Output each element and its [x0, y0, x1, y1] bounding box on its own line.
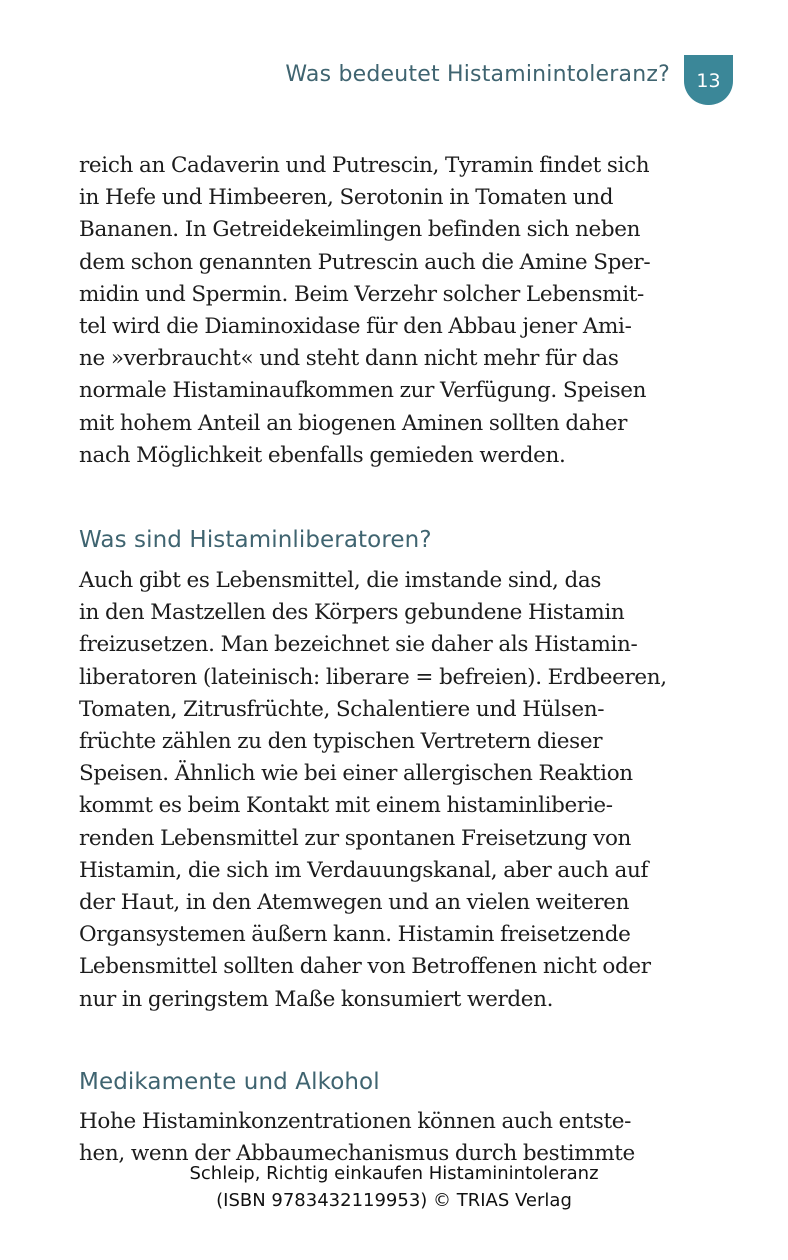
- text-line: nach Möglichkeit ebenfalls gemieden werden.: [79, 442, 566, 468]
- text-line: nur in geringstem Maße konsumiert werden.: [79, 986, 554, 1012]
- text-line: in Hefe und Himbeeren, Serotonin in Tomaten und: [79, 185, 614, 211]
- text-line: Speisen. Ähnlich wie bei einer allergischen Reaktion: [79, 761, 633, 787]
- body-paragraph: [79, 1106, 635, 1170]
- text-line: Histamin, die sich im Verdauungskanal, aber auch auf: [79, 857, 649, 883]
- text-line: kommt es beim Kontakt mit einem histaminliberie-: [79, 793, 613, 819]
- text-line: normale Histaminaufkommen zur Verfügung. Speisen: [79, 378, 647, 404]
- text-line: Organsystemen äußern kann. Histamin freisetzende: [79, 922, 631, 948]
- section-heading-histaminliberatoren: Was sind Histaminliberatoren?: [79, 527, 432, 553]
- text-line: ne »verbraucht« und steht dann nicht mehr für das: [79, 346, 619, 372]
- footer-citation-line-2: (ISBN 9783432119953) © TRIAS Verlag: [216, 1190, 572, 1211]
- text-line: midin und Spermin. Beim Verzehr solcher Lebensmit-: [79, 281, 644, 307]
- text-line: Hohe Histaminkonzentrationen können auch entste-: [79, 1109, 632, 1134]
- text-line: Tomaten, Zitrusfrüchte, Schalentiere und Hülsen-: [79, 696, 605, 722]
- running-header-title: Was bedeutet Histaminintoleranz?: [285, 62, 670, 87]
- text-line: tel wird die Diaminoxidase für den Abbau jener Ami-: [79, 314, 632, 340]
- body-paragraph: [79, 150, 650, 472]
- footer-citation-line-1: Schleip, Richtig einkaufen Histaminintoleranz: [189, 1163, 599, 1184]
- text-line: freizusetzen. Man bezeichnet sie daher als Histamin-: [79, 632, 638, 658]
- text-line: Auch gibt es Lebensmittel, die imstande sind, das: [79, 568, 602, 593]
- text-line: liberatoren (lateinisch: liberare = befreien). Erdbeeren,: [79, 664, 667, 690]
- text-line: renden Lebensmittel zur spontanen Freisetzung von: [79, 825, 632, 851]
- text-line: reich an Cadaverin und Putrescin, Tyramin findet sich: [79, 153, 650, 178]
- page-number-badge: 13: [684, 55, 733, 105]
- body-paragraph: [79, 565, 667, 1016]
- text-line: hen, wenn der Abbaumechanismus durch bestimmte: [79, 1141, 635, 1167]
- text-line: Lebensmittel sollten daher von Betroffenen nicht oder: [79, 954, 651, 980]
- text-line: Bananen. In Getreidekeimlingen befinden sich neben: [79, 217, 641, 243]
- text-line: in den Mastzellen des Körpers gebundene Histamin: [79, 600, 625, 626]
- section-heading-medikamente-alkohol: Medikamente und Alkohol: [79, 1069, 380, 1095]
- text-line: früchte zählen zu den typischen Vertretern dieser: [79, 729, 603, 755]
- text-line: der Haut, in den Atemwegen und an vielen weiteren: [79, 890, 630, 916]
- text-line: dem schon genannten Putrescin auch die Amine Sper-: [79, 249, 651, 275]
- text-line: mit hohem Anteil an biogenen Aminen sollten daher: [79, 410, 628, 436]
